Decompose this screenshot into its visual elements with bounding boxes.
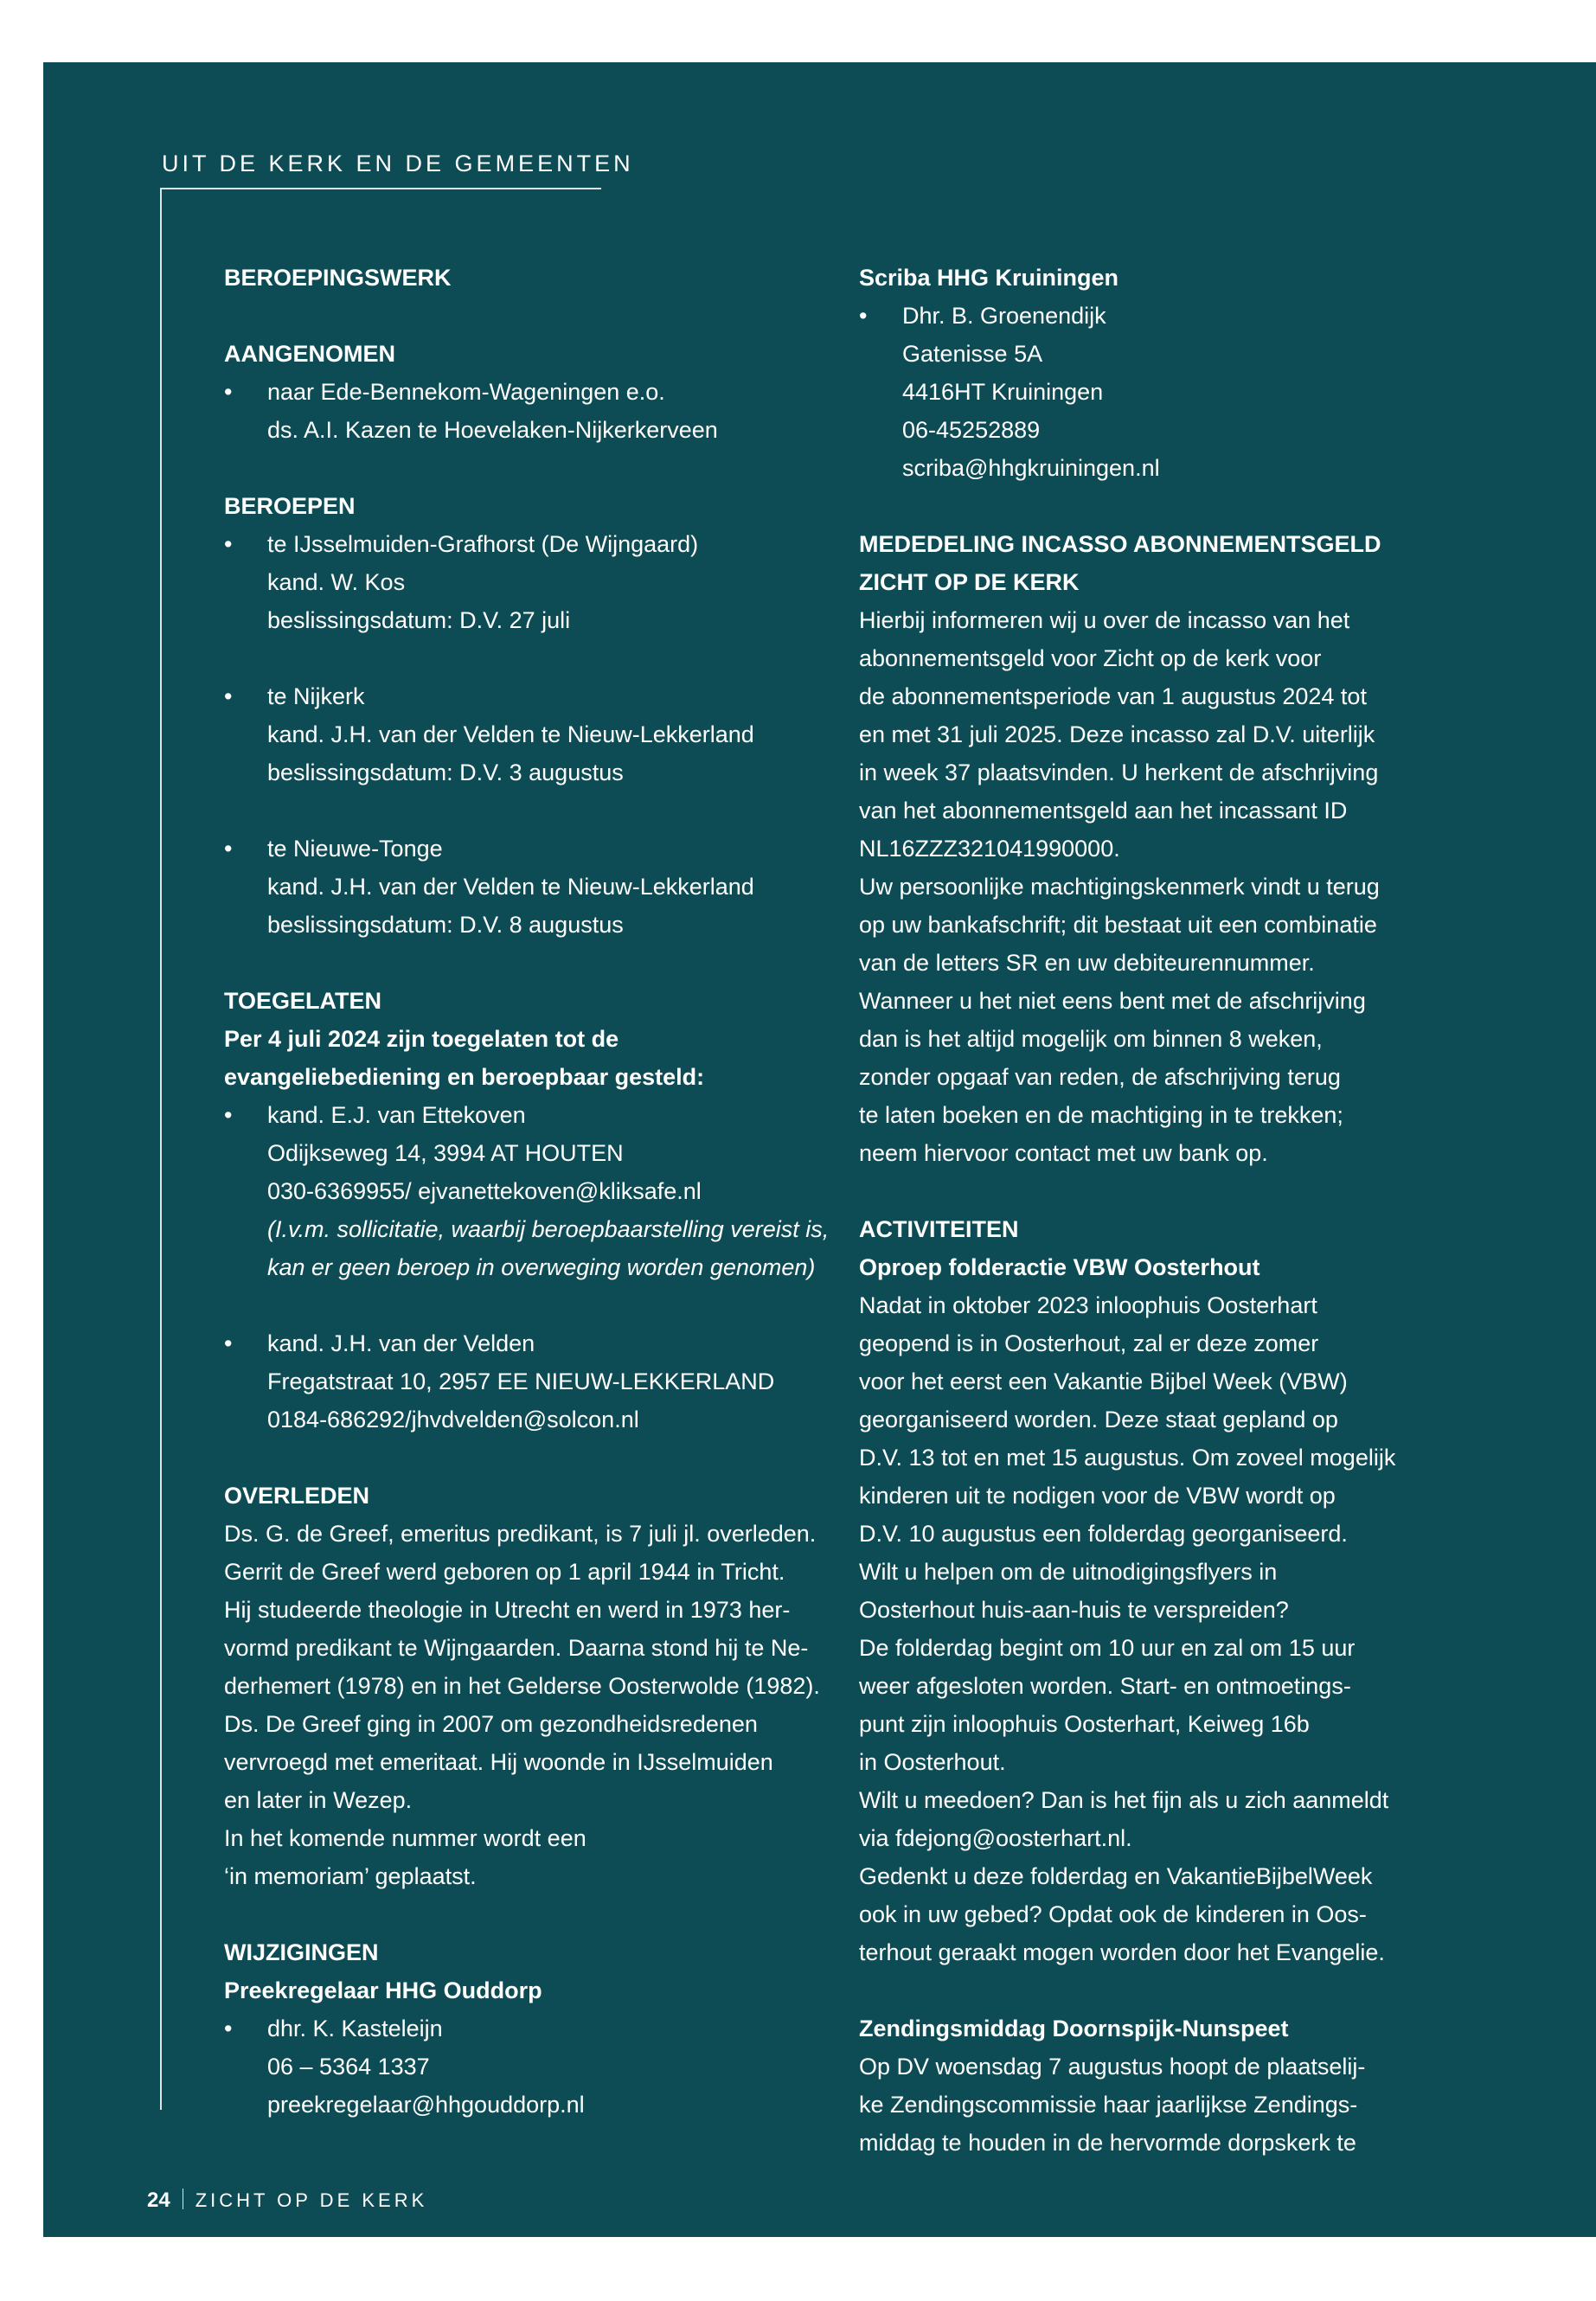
activiteiten-text: punt zijn inloophuis Oosterhart, Keiweg 16b (859, 1711, 1310, 1737)
publication-name: ZICHT OP DE KERK (195, 2189, 428, 2211)
list-item-line: kand. W. Kos (267, 569, 406, 595)
list-item (859, 297, 1516, 335)
list-item-line: 06 – 5364 1337 (267, 2054, 430, 2080)
incasso-text: van de letters SR en uw debiteurennummer. (859, 950, 1315, 976)
list-item-line: kand. J.H. van der Velden te Nieuw-Lekkerland (267, 721, 754, 747)
incasso-text: Hierbij informeren wij u over de incasso van het (859, 607, 1350, 633)
bullet-icon: • (224, 836, 233, 862)
activiteiten-text: Oosterhout huis-aan-huis te verspreiden? (859, 1597, 1289, 1623)
list-item (224, 525, 864, 563)
toegelaten-intro: Per 4 juli 2024 zijn toegelaten tot de (224, 1026, 619, 1052)
toegelaten-intro: evangeliebediening en beroepbaar gesteld: (224, 1064, 705, 1090)
list-item (224, 1096, 864, 1134)
list-item-text: naar Ede-Bennekom-Wageningen e.o. (267, 379, 665, 405)
bullet-icon: • (224, 2016, 233, 2041)
activiteiten-text: geopend is in Oosterhout, zal er deze zomer (859, 1330, 1319, 1356)
activiteiten-text: via fdejong@oosterhart.nl. (859, 1825, 1132, 1851)
list-item (224, 830, 864, 868)
heading-beroepen: BEROEPEN (224, 493, 356, 519)
section-title: UIT DE KERK EN DE GEMEENTEN (162, 151, 634, 176)
incasso-text: in week 37 plaatsvinden. U herkent de afschrijving (859, 760, 1379, 785)
overleden-text: In het komende nummer wordt een (224, 1825, 586, 1851)
spacer (224, 297, 864, 335)
bullet-icon: • (224, 531, 233, 557)
list-item (224, 677, 864, 715)
overleden-text: ‘in memoriam’ geplaatst. (224, 1863, 477, 1889)
incasso-text: van het abonnementsgeld aan het incassant ID (859, 798, 1348, 824)
list-item-line: ds. A.I. Kazen te Hoevelaken-Nijkerkerveen (267, 417, 718, 443)
overleden-text: Ds. G. de Greef, emeritus predikant, is 7 juli jl. overleden. (224, 1521, 817, 1547)
list-item-text: te Nijkerk (267, 683, 365, 709)
subheading-zendingsmiddag: Zendingsmiddag Doornspijk-Nunspeet (859, 2016, 1289, 2041)
heading-scriba: Scriba HHG Kruiningen (859, 265, 1119, 291)
spacer (224, 1895, 864, 1933)
spacer (224, 1286, 864, 1324)
activiteiten-text: Nadat in oktober 2023 inloophuis Oosterhart (859, 1292, 1317, 1318)
page-footer (147, 2189, 427, 2213)
bullet-icon: • (224, 379, 233, 405)
list-item-line: beslissingsdatum: D.V. 8 augustus (267, 912, 624, 938)
magazine-page (43, 62, 1596, 2237)
overleden-text: derhemert (1978) en in het Gelderse Oosterwolde (1982). (224, 1673, 820, 1699)
list-item-note: (I.v.m. sollicitatie, waarbij beroepbaarstelling vereist is, (267, 1216, 830, 1242)
left-column (224, 259, 864, 2124)
zending-text: ke Zendingscommissie haar jaarlijkse Zendings- (859, 2092, 1358, 2118)
heading-incasso: ZICHT OP DE KERK (859, 569, 1080, 595)
incasso-text: NL16ZZZ321041990000. (859, 836, 1120, 862)
heading-wijzigingen: WIJZIGINGEN (224, 1939, 379, 1965)
list-item-line: Gatenisse 5A (902, 341, 1043, 367)
page-number: 24 (147, 2189, 170, 2212)
bullet-icon: • (224, 1330, 233, 1356)
bullet-icon: • (224, 683, 233, 709)
spacer (224, 449, 864, 487)
incasso-text: zonder opgaaf van reden, de afschrijving terug (859, 1064, 1341, 1090)
incasso-text: neem hiervoor contact met uw bank op. (859, 1140, 1268, 1166)
spacer (224, 944, 864, 982)
activiteiten-text: D.V. 10 augustus een folderdag georganiseerd. (859, 1521, 1348, 1547)
incasso-text: dan is het altijd mogelijk om binnen 8 weken, (859, 1026, 1323, 1052)
incasso-text: Uw persoonlijke machtigingskenmerk vindt u terug (859, 874, 1380, 900)
incasso-text: abonnementsgeld voor Zicht op de kerk voor (859, 645, 1322, 671)
list-item-text: dhr. K. Kasteleijn (267, 2016, 443, 2041)
zending-text: middag te houden in de hervormde dorpskerk te (859, 2130, 1356, 2156)
overleden-text: vormd predikant te Wijngaarden. Daarna stond hij te Ne- (224, 1635, 809, 1661)
activiteiten-text: voor het eerst een Vakantie Bijbel Week (VBW) (859, 1368, 1348, 1394)
activiteiten-text: Gedenkt u deze folderdag en VakantieBijbelWeek (859, 1863, 1373, 1889)
incasso-text: Wanneer u het niet eens bent met de afschrijving (859, 988, 1366, 1014)
list-item-line: preekregelaar@hhgouddorp.nl (267, 2092, 585, 2118)
spacer (224, 1439, 864, 1477)
heading-toegelaten: TOEGELATEN (224, 988, 382, 1014)
activiteiten-text: D.V. 13 tot en met 15 augustus. Om zoveel mogelijk (859, 1445, 1396, 1471)
header-underline (160, 188, 601, 189)
list-item-text: kand. J.H. van der Velden (267, 1330, 535, 1356)
activiteiten-text: georganiseerd worden. Deze staat gepland op (859, 1407, 1338, 1433)
overleden-text: en later in Wezep. (224, 1787, 413, 1813)
list-item-line: 0184-686292/jhvdvelden@solcon.nl (267, 1407, 639, 1433)
heading-aangenomen: AANGENOMEN (224, 341, 396, 367)
incasso-text: en met 31 juli 2025. Deze incasso zal D.V. uiterlijk (859, 721, 1375, 747)
heading-overleden: OVERLEDEN (224, 1483, 370, 1509)
list-item-line: Fregatstraat 10, 2957 EE NIEUW-LEKKERLAND (267, 1368, 775, 1394)
heading-beroepingswerk: BEROEPINGSWERK (224, 265, 452, 291)
activiteiten-text: in Oosterhout. (859, 1749, 1006, 1775)
list-item (224, 373, 864, 411)
left-vertical-rule (160, 188, 162, 2110)
list-item-text: kand. E.J. van Ettekoven (267, 1102, 526, 1128)
list-item-line: scriba@hhgkruiningen.nl (902, 455, 1160, 481)
list-item-text: Dhr. B. Groenendijk (902, 303, 1106, 329)
list-item-line: Odijkseweg 14, 3994 AT HOUTEN (267, 1140, 624, 1166)
activiteiten-text: Wilt u helpen om de uitnodigingsflyers in (859, 1559, 1278, 1585)
spacer (859, 1172, 1516, 1210)
list-item-line: 030-6369955/ ejvanettekoven@kliksafe.nl (267, 1178, 702, 1204)
incasso-text: te laten boeken en de machtiging in te trekken; (859, 1102, 1343, 1128)
list-item-line: beslissingsdatum: D.V. 3 augustus (267, 760, 624, 785)
activiteiten-text: kinderen uit te nodigen voor de VBW wordt op (859, 1483, 1336, 1509)
bullet-icon: • (859, 303, 868, 329)
list-item-text: te IJsselmuiden-Grafhorst (De Wijngaard) (267, 531, 699, 557)
activiteiten-text: terhout geraakt mogen worden door het Evangelie. (859, 1939, 1385, 1965)
list-item (224, 2009, 864, 2048)
list-item (224, 1324, 864, 1362)
subheading-preekregelaar: Preekregelaar HHG Ouddorp (224, 1977, 542, 2003)
incasso-text: op uw bankafschrift; dit bestaat uit een combinatie (859, 912, 1377, 938)
activiteiten-text: Wilt u meedoen? Dan is het fijn als u zich aanmeldt (859, 1787, 1389, 1813)
list-item-note: kan er geen beroep in overweging worden genomen) (267, 1254, 816, 1280)
zending-text: Op DV woensdag 7 augustus hoopt de plaatselij- (859, 2054, 1366, 2080)
bullet-icon: • (224, 1102, 233, 1128)
activiteiten-text: De folderdag begint om 10 uur en zal om 15 uur (859, 1635, 1356, 1661)
spacer (859, 487, 1516, 525)
spacer (224, 639, 864, 677)
heading-incasso: MEDEDELING INCASSO ABONNEMENTSGELD (859, 531, 1381, 557)
list-item-text: te Nieuwe-Tonge (267, 836, 443, 862)
overleden-text: Ds. De Greef ging in 2007 om gezondheidsredenen (224, 1711, 758, 1737)
subheading-folderactie: Oproep folderactie VBW Oosterhout (859, 1254, 1260, 1280)
activiteiten-text: ook in uw gebed? Opdat ook de kinderen in Oos- (859, 1901, 1367, 1927)
right-column (859, 259, 1516, 2162)
list-item-line: beslissingsdatum: D.V. 27 juli (267, 607, 571, 633)
list-item-line: kand. J.H. van der Velden te Nieuw-Lekkerland (267, 874, 754, 900)
list-item-line: 06-45252889 (902, 417, 1041, 443)
overleden-text: vervroegd met emeritaat. Hij woonde in IJsselmuiden (224, 1749, 773, 1775)
heading-activiteiten: ACTIVITEITEN (859, 1216, 1019, 1242)
spacer (859, 1971, 1516, 2009)
incasso-text: de abonnementsperiode van 1 augustus 2024 tot (859, 683, 1367, 709)
activiteiten-text: weer afgesloten worden. Start- en ontmoetings- (859, 1673, 1351, 1699)
overleden-text: Hij studeerde theologie in Utrecht en werd in 1973 her- (224, 1597, 791, 1623)
list-item-line: 4416HT Kruiningen (902, 379, 1104, 405)
overleden-text: Gerrit de Greef werd geboren op 1 april 1944 in Tricht. (224, 1559, 785, 1585)
spacer (224, 792, 864, 830)
